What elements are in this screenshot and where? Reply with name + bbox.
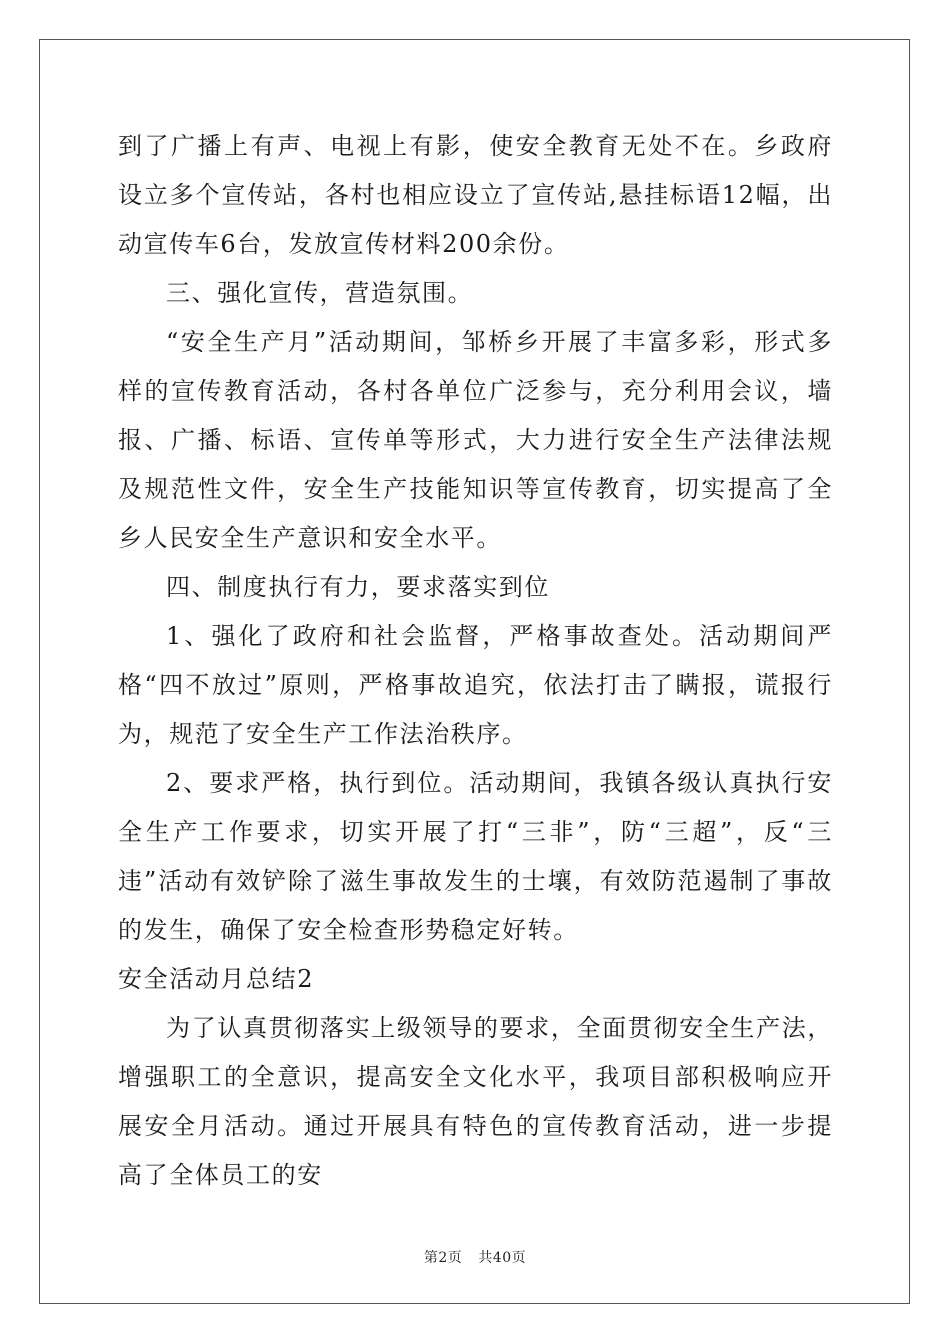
page-footer <box>0 1247 950 1267</box>
paragraph-continuation: 到了广播上有声、电视上有影，使安全教育无处不在。乡政府设立多个宣传站，各村也相应设立了宣传站,悬挂标语12幅，出动宣传车6台，发放宣传材料200余份。 <box>118 132 833 258</box>
paragraph-intro: 为了认真贯彻落实上级领导的要求，全面贯彻安全生产法，增强职工的全意识，提高安全文化水平，我项目部积极响应开展安全月活动。通过开展具有特色的宣传教育活动，进一步提高了全体员工的安 <box>118 1014 833 1189</box>
document-body <box>118 122 833 1200</box>
section-heading-three: 三、强化宣传，营造氛围。 <box>166 279 474 307</box>
page-total: 共40页 <box>478 1250 527 1266</box>
paragraph-item-1: 1、强化了政府和社会监督，严格事故查处。活动期间严格“四不放过”原则，严格事故追究，依法打击了瞒报，谎报行为，规范了安全生产工作法治秩序。 <box>118 622 833 748</box>
paragraph-publicity: “安全生产月”活动期间，邹桥乡开展了丰富多彩，形式多样的宣传教育活动，各村各单位广泛参与，充分利用会议，墙报、广播、标语、宣传单等形式，大力进行安全生产法律法规及规范性文件，安全生产技能知识等宣传教育，切实提高了全乡人民安全生产意识和安全水平。 <box>118 328 833 552</box>
section-heading-four: 四、制度执行有力，要求落实到位 <box>166 573 550 601</box>
page-number: 第2页 <box>423 1250 463 1266</box>
paragraph-item-2: 2、要求严格，执行到位。活动期间，我镇各级认真执行安全生产工作要求，切实开展了打“三非”，防“三超”，反“三违”活动有效铲除了滋生事故发生的士壤，有效防范遏制了事故的发生，确保了安全检查形势稳定好转。 <box>118 769 833 944</box>
article-title: 安全活动月总结2 <box>118 965 315 993</box>
